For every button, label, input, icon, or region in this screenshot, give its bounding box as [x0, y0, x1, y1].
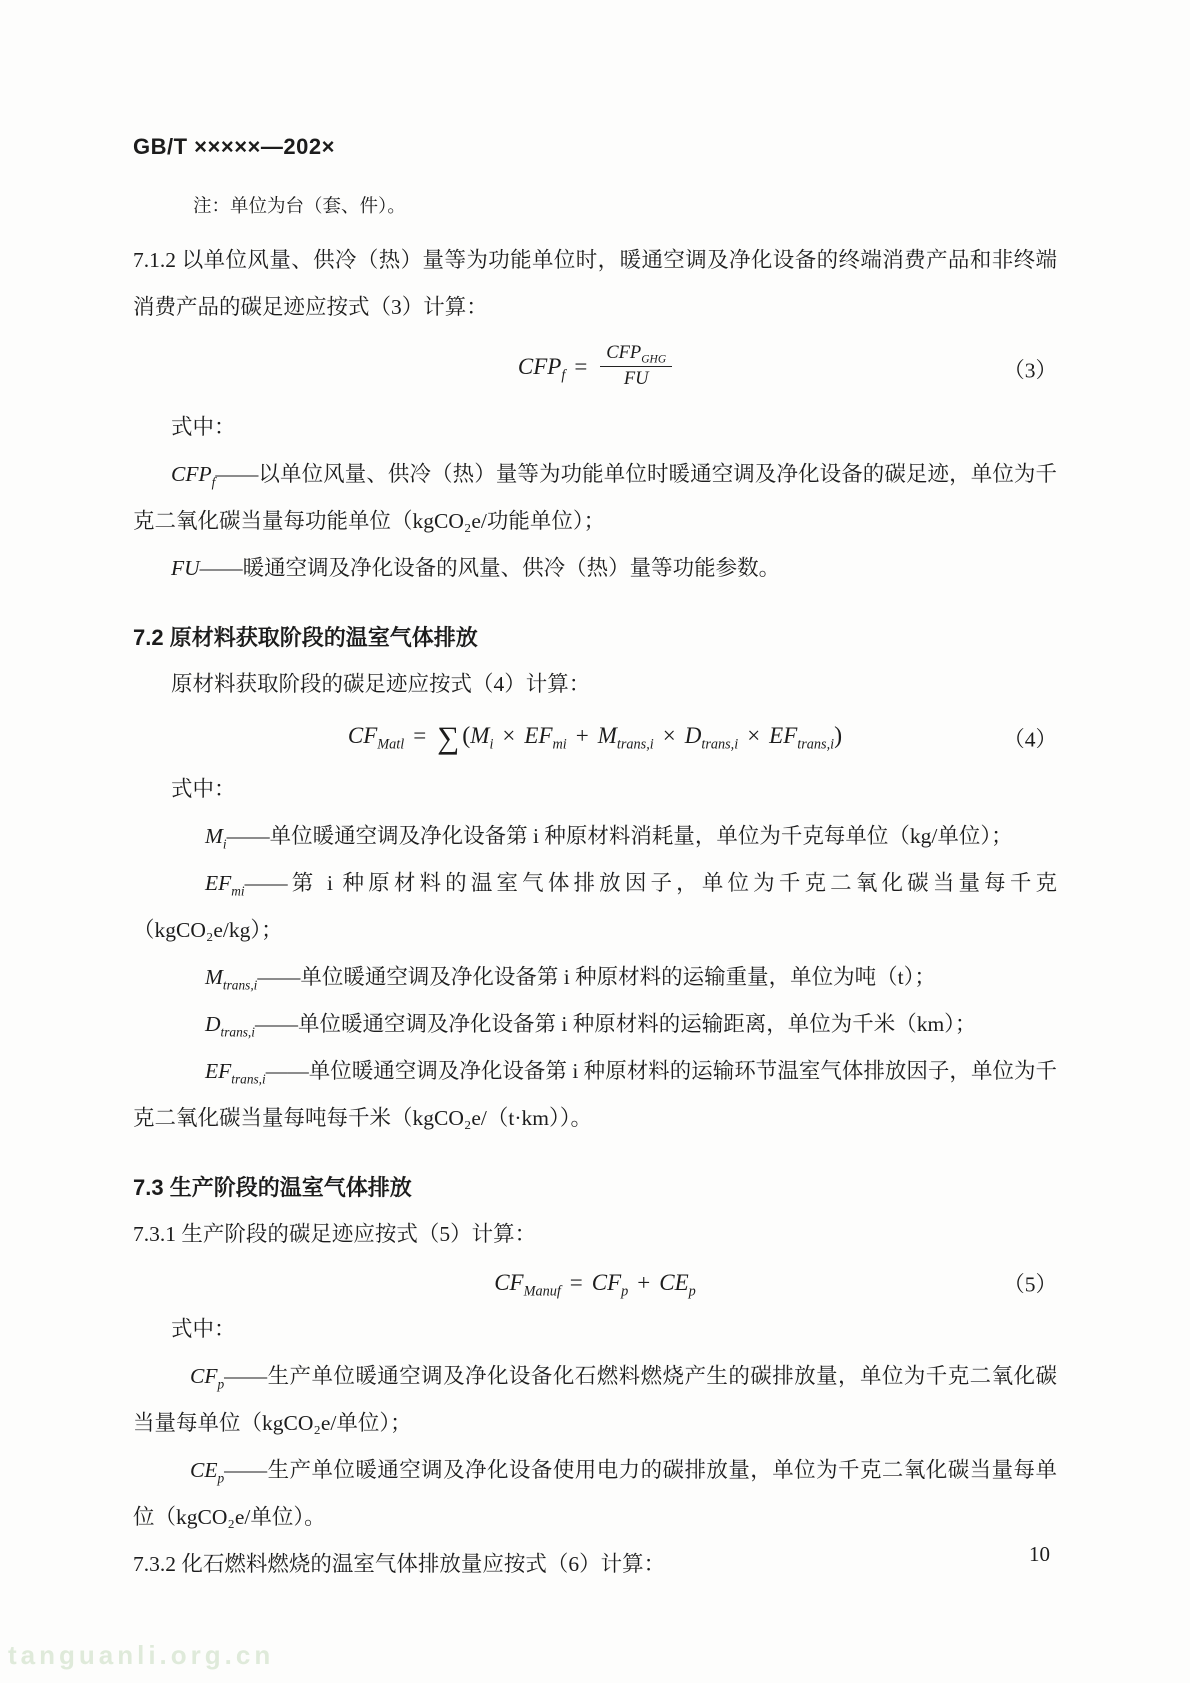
- where-label-1: 式中：: [171, 415, 236, 439]
- standard-number-header: GB/T ×××××—202×: [133, 134, 335, 159]
- math-term-mtrans: $M_{trans,i}$: [205, 965, 258, 993]
- where-label-2: 式中：: [171, 777, 236, 801]
- formula-4: [133, 714, 1057, 762]
- definition-eftrans: $EF_{trans,i}——$单位暖通空调及净化设备第 i 种原材料的运输环节温室气体排放因子，单位为千克二氧化碳当量每吨每千米（kgCO₂e/（t·km））。: [133, 1059, 1057, 1130]
- heading-7-2: 7.2 原材料获取阶段的温室气体排放: [133, 625, 478, 650]
- math-term-eftrans: $EF_{trans,i}$: [205, 1059, 266, 1087]
- page-number: 10: [1029, 1542, 1050, 1566]
- formula-5: [133, 1264, 1057, 1302]
- formula-3-expression: $CFP_f$ = $\frac{CFP_{GHG}}{FU}$: [518, 343, 672, 394]
- table-note: 注：单位为台（套、件）。: [193, 197, 406, 217]
- formula-4-expression: $CF_{Matl}$ = ∑ $(M_i \times EF_{mi} + M_{trans,i} \times D_{trans,i} \times EF_{trans,i})$: [347, 720, 843, 755]
- formula-3: [133, 337, 1057, 400]
- definition-cep: $CE_p——$生产单位暖通空调及净化设备使用电力的碳排放量，单位为千克二氧化碳当量每单位（kgCO₂e/单位）。: [133, 1458, 1057, 1529]
- document-body: [133, 180, 1057, 1588]
- para-7-2-intro: 原材料获取阶段的碳足迹应按式（4）计算：: [171, 672, 591, 696]
- heading-7-3: 7.3 生产阶段的温室气体排放: [133, 1175, 412, 1200]
- fraction: $\frac{CFP_{GHG}}{FU}$: [600, 341, 672, 392]
- summation-symbol: ∑: [437, 720, 460, 755]
- definition-dtrans: $D_{trans,i}——$单位暖通空调及净化设备第 i 种原材料的运输距离，单位为千米（km）；: [205, 1012, 977, 1040]
- definition-fu: FU——暖通空调及净化设备的风量、供冷（热）量等功能参数。: [171, 556, 781, 580]
- definition-mi: $M_i——$单位暖通空调及净化设备第 i 种原材料消耗量，单位为千克每单位（kg/单位）；: [205, 824, 1013, 852]
- para-7-1-2: 7.1.2 以单位风量、供冷（热）量等为功能单位时，暖通空调及净化设备的终端消费产品和非终端消费产品的碳足迹应按式（3）计算：: [133, 248, 1057, 319]
- math-term-cfpf: $CFP_f$: [171, 462, 216, 490]
- definition-efmi: $EF_{mi}——$第 i 种原材料的温室气体排放因子，单位为千克二氧化碳当量每千克（kgCO₂e/kg）；: [133, 871, 1057, 942]
- para-7-3-1: 7.3.1 生产阶段的碳足迹应按式（5）计算：: [133, 1222, 537, 1246]
- definition-cfpf: $CFP_f——$以单位风量、供冷（热）量等为功能单位时暖通空调及净化设备的碳足迹，单位为千克二氧化碳当量每功能单位（kgCO₂e/功能单位）；: [133, 462, 1057, 533]
- math-term-dtrans: $D_{trans,i}$: [205, 1012, 255, 1040]
- math-term-cep: $CE_p$: [190, 1458, 225, 1486]
- equation-number-4: （4）: [1003, 727, 1057, 752]
- equation-number-5: （5）: [1003, 1272, 1057, 1297]
- para-7-3-2: 7.3.2 化石燃料燃烧的温室气体排放量应按式（6）计算：: [133, 1552, 666, 1576]
- definition-mtrans: $M_{trans,i}——$单位暖通空调及净化设备第 i 种原材料的运输重量，单位为吨（t）；: [205, 965, 936, 993]
- math-term-efmi: $EF_{mi}$: [205, 871, 245, 899]
- formula-5-expression: $CF_{Manuf} = CF_p + CE_p$: [494, 1270, 696, 1300]
- equation-number-3: （3）: [1003, 358, 1057, 382]
- math-term-cfp: $CF_p$: [190, 1364, 225, 1392]
- math-term-mi: $M_i$: [205, 824, 227, 852]
- definition-cfp: $CF_p——$生产单位暖通空调及净化设备化石燃料燃烧产生的碳排放量，单位为千克二氧化碳当量每单位（kgCO₂e/单位）；: [133, 1364, 1057, 1435]
- math-term-fu: FU: [171, 556, 200, 580]
- watermark: tanguanli.org.cn: [8, 1640, 275, 1670]
- where-label-3: 式中：: [171, 1317, 236, 1341]
